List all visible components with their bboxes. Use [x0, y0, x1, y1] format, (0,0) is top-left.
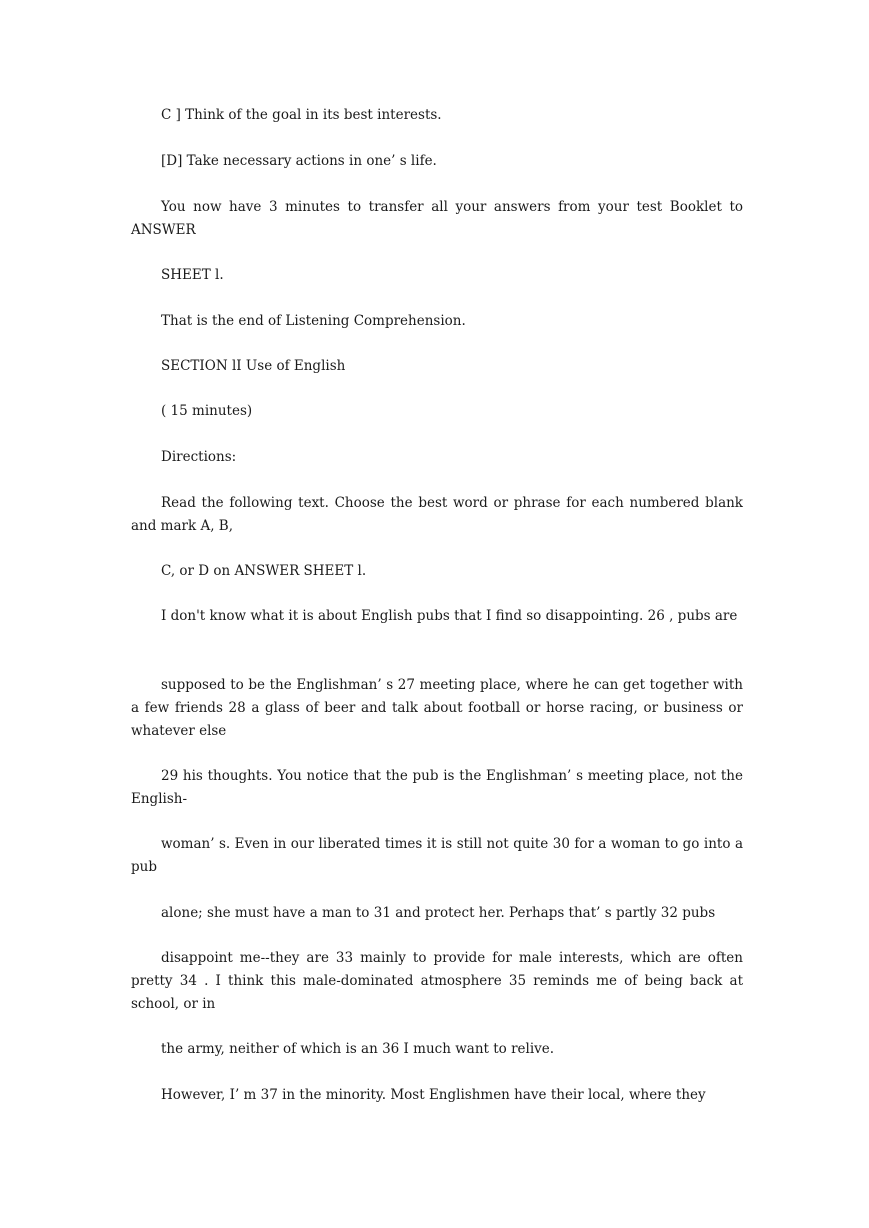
passage-paragraph: supposed to be the Englishman’ s 27 meeting place, where he can get together with a few friends 28 a glass of beer and talk about football or horse racing, or business or whatever else — [131, 677, 743, 739]
passage-paragraph: disappoint me--they are 33 mainly to provide for male interests, which are often pretty 34 . I think this male-dominated atmosphere 35 reminds me of being back at school, or in — [131, 950, 743, 1012]
directions-text-continued: C, or D on ANSWER SHEET l. — [161, 563, 367, 579]
passage-paragraph: However, I’ m 37 in the minority. Most Englishmen have their local, where they — [161, 1087, 706, 1103]
directions-text: Read the following text. Choose the best word or phrase for each numbered blank and mark A, B, — [131, 495, 743, 534]
directions-heading: Directions: — [161, 449, 237, 465]
passage-paragraph: woman’ s. Even in our liberated times it is still not quite 30 for a woman to go into a pub — [131, 836, 743, 875]
passage-paragraph: alone; she must have a man to 31 and protect her. Perhaps that’ s partly 32 pubs — [161, 905, 716, 921]
end-listening-note: That is the end of Listening Comprehension. — [161, 313, 466, 329]
option-c-line: C ] Think of the goal in its best interests. — [161, 107, 442, 123]
passage-paragraph: I don't know what it is about English pubs that I find so disappointing. 26 , pubs are — [161, 608, 738, 624]
passage-paragraph: 29 his thoughts. You notice that the pub is the Englishman’ s meeting place, not the English- — [131, 768, 743, 807]
transfer-instruction: You now have 3 minutes to transfer all your answers from your test Booklet to ANSWER — [131, 199, 743, 238]
section-duration: ( 15 minutes) — [161, 403, 253, 419]
passage-paragraph: the army, neither of which is an 36 I much want to relive. — [161, 1041, 555, 1057]
section-heading: SECTION lI Use of English — [161, 358, 346, 374]
option-d-line: [D] Take necessary actions in one’ s life. — [161, 153, 437, 169]
answer-sheet-label: SHEET l. — [161, 267, 224, 283]
